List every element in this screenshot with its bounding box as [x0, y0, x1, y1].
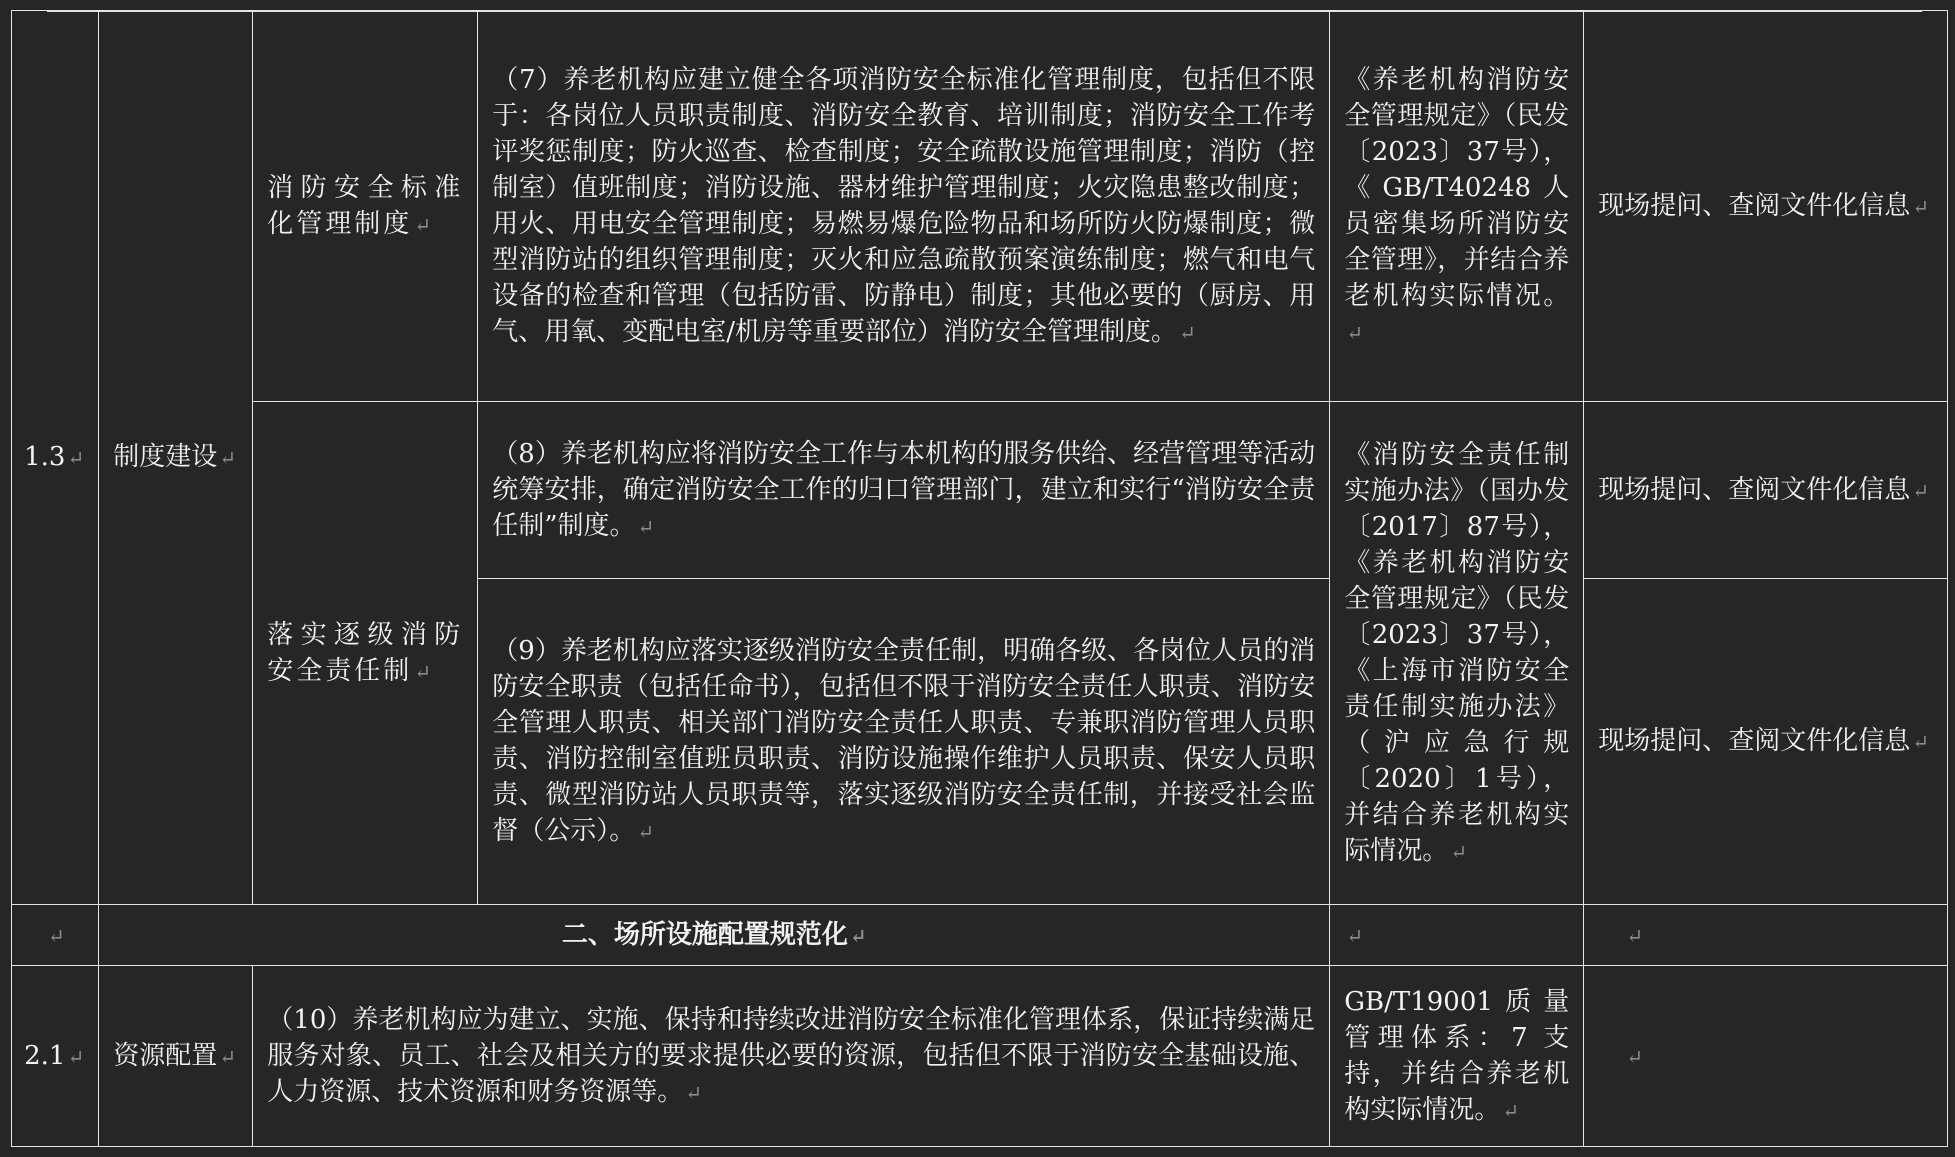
category-cell: [98, 965, 253, 1147]
requirement-text: （8）养老机构应将消防安全工作与本机构的服务供给、经营管理等活动统筹安排，确定消防安全工作的归口管理部门，建立和实行“消防安全责任制”制度。 ↵: [492, 436, 1315, 545]
empty-cell: [1583, 904, 1948, 966]
paragraph-mark-icon: [46, 917, 65, 954]
method-cell: [1583, 578, 1948, 905]
requirement-text: （9）养老机构应落实逐级消防安全责任制，明确各级、各岗位人员的消防安全职责（包括任命书），包括但不限于消防安全责任人职责、消防安全管理人职责、相关部门消防安全责任人职责、专兼职消防管理人员职责、消防控制室值班员职责、消防设施操作维护人员职责、保安人员职责、微型消防站人员职责等，落实逐级消防安全责任制，并接受社会监督（公示）。 ↵: [492, 633, 1315, 850]
category-cell: [98, 10, 253, 905]
method-cell: [1583, 10, 1948, 402]
category-label: 制度建设 ↵: [113, 439, 236, 476]
section-title: 二、场所设施配置规范化 ↵: [562, 917, 867, 954]
requirement-cell: [477, 578, 1330, 905]
basis-cell: [1329, 10, 1584, 402]
method-text: 现场提问、查阅文件化信息 ↵: [1598, 723, 1929, 760]
subcategory-cell: [252, 401, 478, 905]
requirement-cell: [477, 10, 1330, 402]
requirement-text: （7）养老机构应建立健全各项消防安全标准化管理制度，包括但不限于：各岗位人员职责制度、消防安全教育、培训制度；消防安全工作考评奖惩制度；防火巡查、检查制度；安全疏散设施管理制度；消防（控制室）值班制度；消防设施、器材维护管理制度；火灾隐患整改制度；用火、用电安全管理制度；易燃易爆危险物品和场所防火防爆制度；微型消防站的组织管理制度；灭火和应急疏散预案演练制度；燃气和电气设备的检查和管理（包括防雷、防静电）制度；其他必要的（厨房、用气、用氧、变配电室/机房等重要部位）消防安全管理制度。 ↵: [492, 62, 1315, 351]
row-number: 1.3 ↵: [24, 439, 84, 476]
basis-cell: [1329, 401, 1584, 905]
method-text: 现场提问、查阅文件化信息 ↵: [1598, 188, 1929, 225]
basis-cell: [1329, 965, 1584, 1147]
requirement-cell: [252, 965, 1330, 1147]
requirement-text: （10）养老机构应为建立、实施、保持和持续改进消防安全标准化管理体系，保证持续满足服务对象、员工、社会及相关方的要求提供必要的资源，包括但不限于消防安全基础设施、人力资源、技术资源和财务资源等。 ↵: [267, 1002, 1315, 1111]
section-title-cell: [98, 904, 1330, 966]
requirement-cell: [477, 401, 1330, 579]
basis-text: GB/T19001质量管理体系：7 支持，并结合养老机构实际情况。 ↵: [1344, 984, 1569, 1129]
paragraph-mark-icon: [1624, 917, 1643, 954]
subcategory-label: 消防安全标准化管理制度 ↵: [267, 170, 463, 243]
method-cell: [1583, 401, 1948, 579]
basis-text: 《消防安全责任制实施办法》（国办发〔2017〕87号），《养老机构消防安全管理规定》（民发〔2023〕37号），《上海市消防安全责任制实施办法》（沪应急行规〔2020〕1号），并结合养老机构实际情况。 ↵: [1344, 437, 1569, 870]
subcategory-label: 落实逐级消防安全责任制 ↵: [267, 617, 463, 690]
row-number: 2.1 ↵: [24, 1038, 84, 1075]
category-label: 资源配置 ↵: [113, 1038, 236, 1075]
method-text: 现场提问、查阅文件化信息 ↵: [1598, 472, 1929, 509]
empty-cell: [1329, 904, 1584, 966]
paragraph-mark-icon: [1624, 1038, 1643, 1075]
empty-cell: [11, 904, 99, 966]
row-number-cell: [11, 10, 99, 905]
basis-text: 《养老机构消防安全管理规定》（民发〔2023〕37号），《GB/T40248人员密集场所消防安全管理》，并结合养老机构实际情况。 ↵: [1344, 62, 1569, 351]
row-number-cell: [11, 965, 99, 1147]
empty-cell: [1583, 965, 1948, 1147]
paragraph-mark-icon: [1344, 917, 1363, 954]
subcategory-cell: [252, 10, 478, 402]
